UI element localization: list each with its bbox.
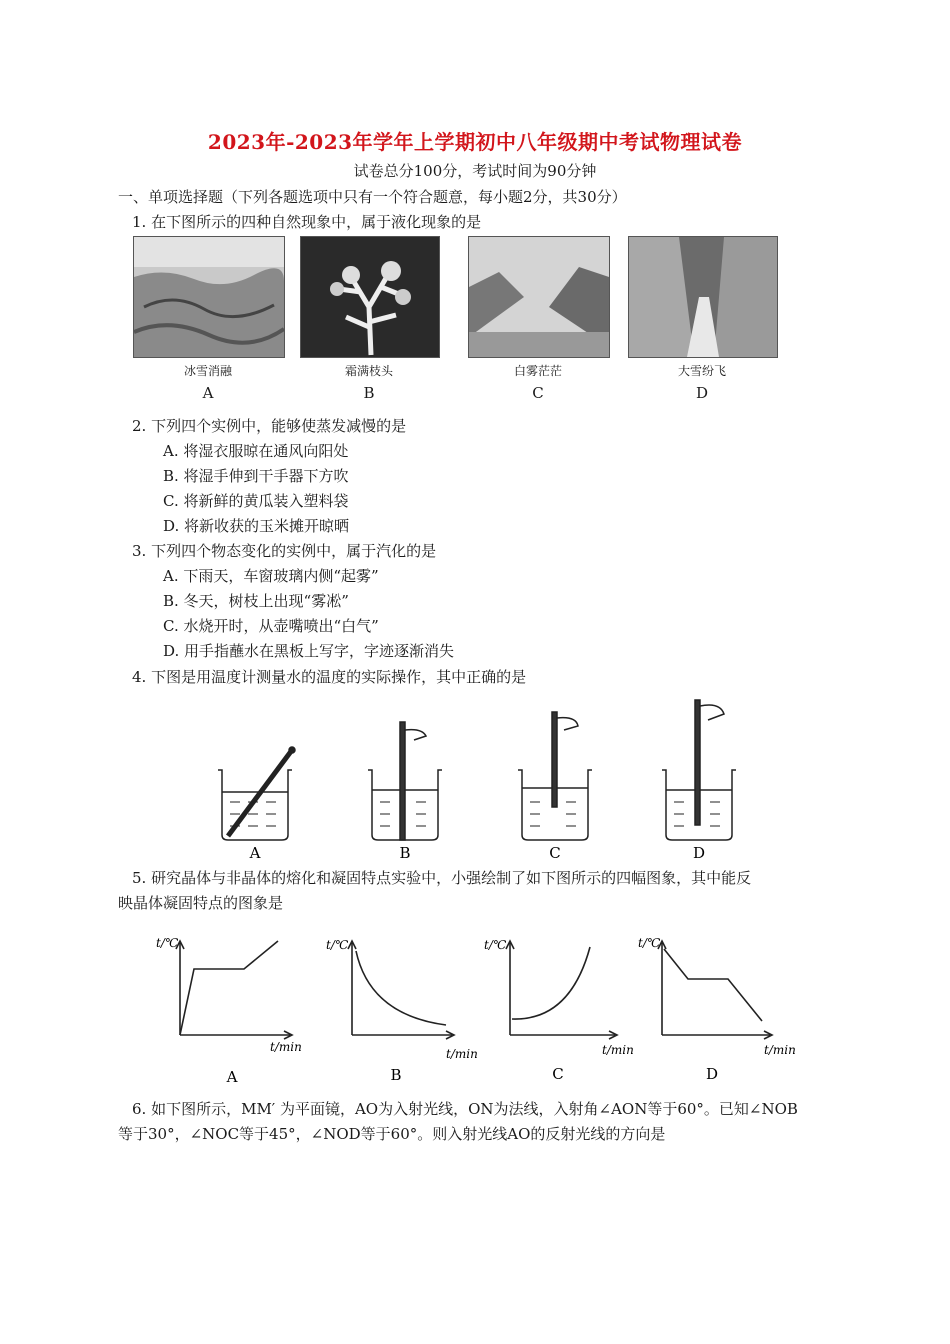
frost-branch-image [301,237,439,357]
caption-d: 大雪纷飞 [677,364,726,378]
q6-line1: 6. 如下图所示，MM′ 为平面镜，AO为入射光线，ON为法线，入射角∠AON等于60°。已知∠NOB [132,1100,798,1118]
thermometer-figure [200,690,740,865]
q2-option-a: A. 将湿衣服晾在通风向阳处 [163,442,349,460]
q2-option-b: B. 将湿手伸到干手器下方吹 [163,467,349,485]
frost-branch-photo [300,236,440,358]
label-b: B [363,384,375,402]
y-label-d: t/℃ [638,936,661,950]
q3-stem: 3. 下列四个物态变化的实例中，属于汽化的是 [132,542,437,560]
graph-label-b: B [390,1066,402,1084]
graph-c [506,941,617,1039]
graph-label-c: C [552,1065,564,1083]
x-label-a: t/min [270,1040,302,1054]
white-fog-image [469,237,609,357]
ice-melting-photo [133,236,285,358]
caption-b: 霜满枝头 [344,364,393,378]
heavy-snow-photo [628,236,778,358]
x-label-d: t/min [764,1043,796,1057]
label-c: C [532,384,544,402]
q2-option-d: D. 将新收获的玉米摊开晾晒 [163,517,350,535]
q2-option-c: C. 将新鲜的黄瓜装入塑料袋 [163,492,349,510]
graph-label-a: A [226,1068,238,1086]
label-a: A [202,384,214,402]
q4-stem: 4. 下图是用温度计测量水的温度的实际操作，其中正确的是 [132,668,527,686]
y-label-a: t/℃ [156,936,179,950]
thermo-label-a: A [249,844,261,862]
q3-option-c: C. 水烧开时，从壶嘴喷出“白气” [163,617,379,635]
q1-stem: 1. 在下图所示的四种自然现象中，属于液化现象的是 [132,213,482,231]
thermo-label-d: D [692,844,706,862]
graph-b [348,941,454,1039]
graph-d [658,941,772,1039]
label-d: D [695,384,709,402]
q3-option-b: B. 冬天，树枝上出现“雾凇” [163,592,349,610]
q2-stem: 2. 下列四个实例中，能够使蒸发减慢的是 [132,417,407,435]
caption-a: 冰雪消融 [183,364,232,378]
q3-option-d: D. 用手指蘸水在黑板上写字，字迹逐渐消失 [163,642,455,660]
x-label-c: t/min [602,1043,634,1057]
y-label-b: t/℃ [326,938,349,952]
q3-option-a: A. 下雨天，车窗玻璃内侧“起雾” [163,567,379,585]
beaker-a [218,747,295,840]
thermo-label-c: C [549,844,561,862]
section-heading: 一、单项选择题（下列各题选项中只有一个符合题意，每小题2分，共30分） [118,188,627,206]
q6-line2: 等于30°，∠NOC等于45°，∠NOD等于60°。则入射光线AO的反射光线的方向是 [118,1125,666,1143]
thermo-label-b: B [399,844,411,862]
beaker-c [518,712,592,840]
q5-stem-line2: 映晶体凝固特点的图象是 [118,894,284,912]
exam-info: 试卷总分100分，考试时间为90分钟 [353,162,597,180]
x-label-b: t/min [446,1047,478,1061]
caption-c: 白雾茫茫 [513,364,562,378]
cooling-graphs-figure [150,925,810,1090]
heavy-snow-image [629,237,777,357]
y-label-c: t/℃ [484,938,507,952]
beaker-d [662,700,736,840]
beaker-b [368,722,442,840]
white-fog-photo [468,236,610,358]
graph-a [176,941,292,1039]
graph-label-d: D [705,1065,719,1083]
page-title: 2023年-2023年学年上学期初中八年级期中考试物理试卷 [207,130,743,154]
ice-melting-image [134,237,284,357]
q5-stem-line1: 5. 研究晶体与非晶体的熔化和凝固特点实验中，小强绘制了如下图所示的四幅图象，其中能反 [132,869,752,887]
